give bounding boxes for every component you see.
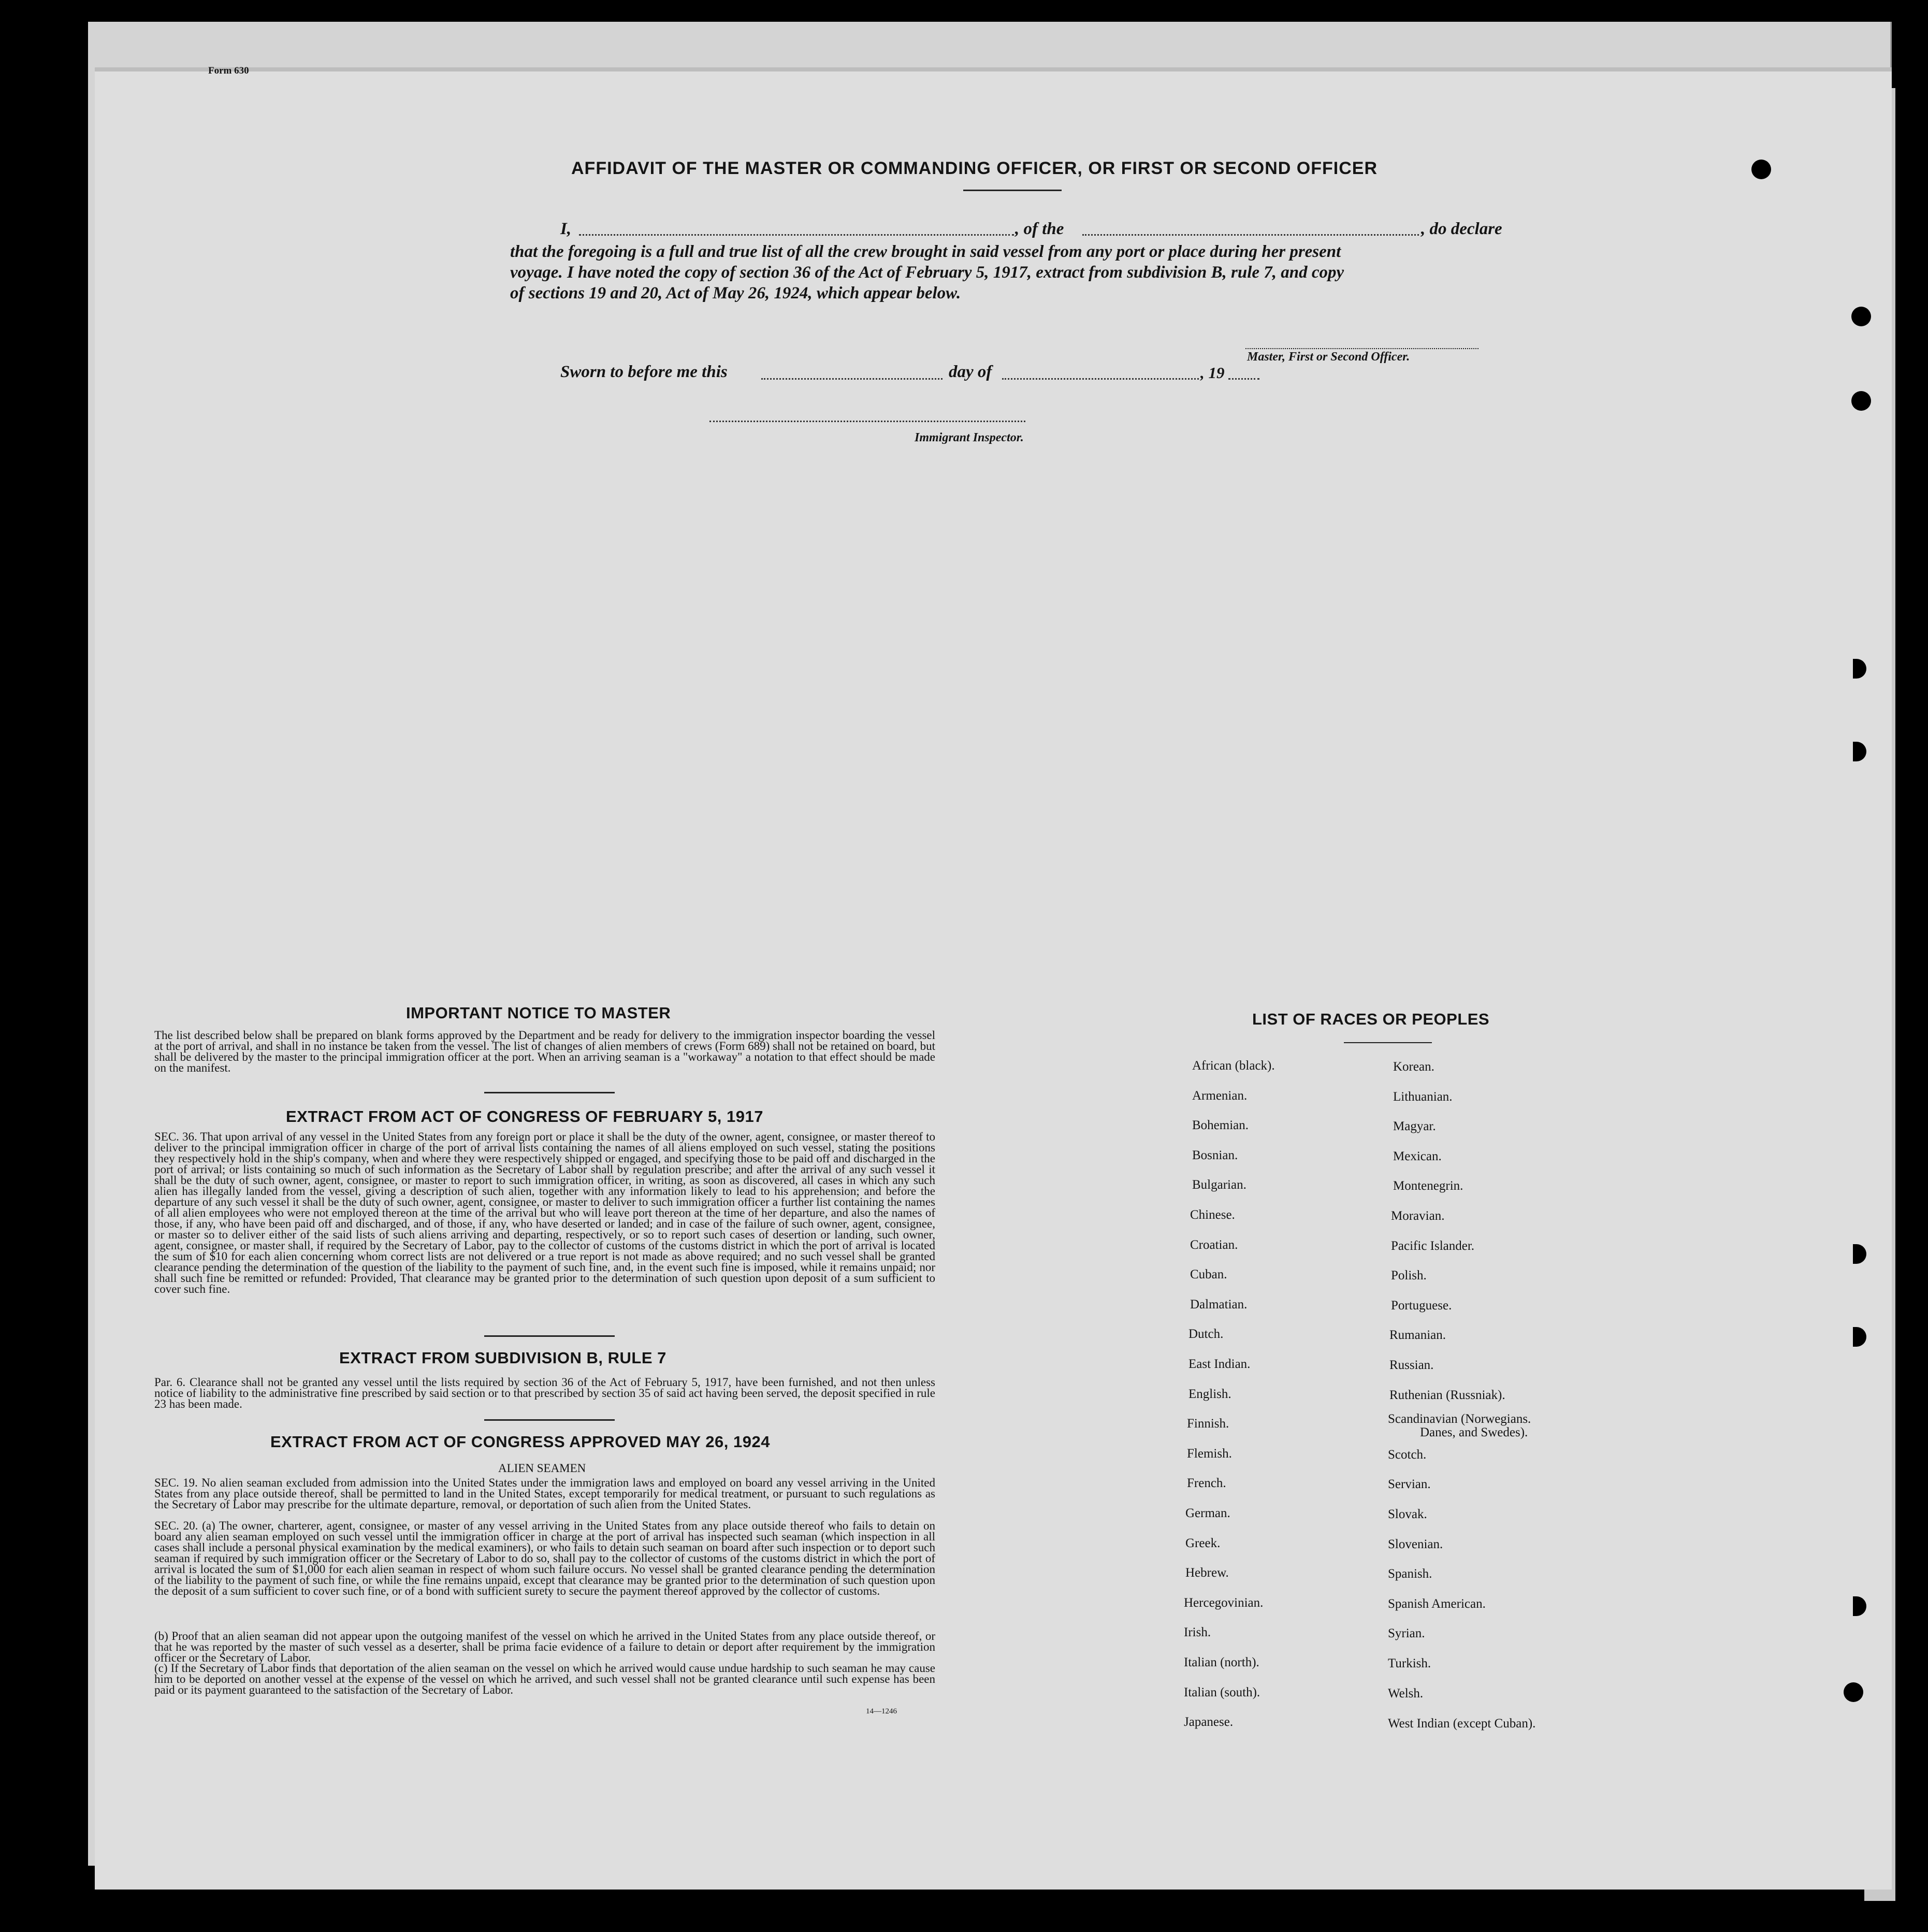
race-item: Lithuanian. xyxy=(1393,1090,1453,1104)
sworn-text: Sworn to before me this xyxy=(560,363,728,381)
race-item: Armenian. xyxy=(1192,1089,1248,1103)
binder-hole xyxy=(1851,307,1871,326)
race-item: Dalmatian. xyxy=(1190,1297,1248,1311)
binder-hole xyxy=(1851,391,1871,411)
affidavit-line-2: that the foregoing is a full and true list of all the crew brought in said vessel from any port or place during her present xyxy=(510,242,1341,261)
act-1924-title: EXTRACT FROM ACT OF CONGRESS APPROVED MAY 26, 1924 xyxy=(270,1433,770,1451)
race-item: Bosnian. xyxy=(1192,1148,1238,1162)
race-item: Japanese. xyxy=(1184,1715,1234,1729)
race-item: Mexican. xyxy=(1393,1149,1442,1163)
form-sheet xyxy=(95,71,1892,1890)
binder-hole xyxy=(1844,1682,1863,1702)
affidavit-of-the: , of the xyxy=(1015,220,1064,238)
race-item: Italian (north). xyxy=(1184,1655,1259,1669)
affidavit-do-declare: , do declare xyxy=(1421,220,1502,238)
race-item: Flemish. xyxy=(1187,1447,1232,1461)
race-item: Hercegovinian. xyxy=(1184,1596,1264,1610)
notice-title: IMPORTANT NOTICE TO MASTER xyxy=(406,1004,671,1022)
race-item: Finnish. xyxy=(1187,1417,1229,1431)
notice-rule xyxy=(484,1092,615,1093)
sworn-month-blank[interactable] xyxy=(1002,378,1199,380)
race-item: Korean. xyxy=(1393,1060,1434,1074)
name-blank[interactable] xyxy=(579,234,1014,236)
race-item: Spanish American. xyxy=(1388,1597,1486,1611)
rule7-title: EXTRACT FROM SUBDIVISION B, RULE 7 xyxy=(339,1349,666,1367)
sheet-shadow xyxy=(95,67,1892,71)
print-code: 14—1246 xyxy=(866,1707,897,1715)
race-item: Russian. xyxy=(1389,1358,1434,1372)
form-number: Form 630 xyxy=(208,65,249,76)
day-of-text: day of xyxy=(949,363,992,381)
affidavit-line-3: voyage. I have noted the copy of section 36 of the Act of February 5, 1917, extract from subdivision B, rule 7, and copy xyxy=(510,263,1344,282)
race-item: Scotch. xyxy=(1388,1448,1427,1462)
race-item-continued: Danes, and Swedes). xyxy=(1420,1425,1528,1439)
affidavit-i: I, xyxy=(560,220,572,238)
race-item: Irish. xyxy=(1184,1625,1211,1639)
race-item: French. xyxy=(1187,1476,1226,1490)
race-item: English. xyxy=(1188,1387,1231,1401)
sec-20a-text: SEC. 20. (a) The owner, charterer, agent, consignee, or master of any vessel arriving in the United States from any place outside thereof who fails to detain on board any alien seaman employed on such vessel until the immigration officer in charge at the port of arrival has inspected such seaman (which inspection in all cases shall include a personal physical examination by the medical examiners), or who fails to detain such seaman on board after such inspection or to deport such seaman if required by such immigration officer or the Secretary of Labor to do so, shall pay to the collector of customs of the customs district in which the port of arrival is located the sum of $1,000 for each alien seaman in respect of whom such failure occurs. No vessel shall be granted clearance pending the determination of the liability to the payment of such fine, or while the fine remains unpaid, except that clearance may be granted prior to the determination of such question upon the deposit of a sum sufficient to cover such fine, or of a bond with sufficient surety to secure the payment thereof approved by the collector of customs. xyxy=(154,1519,935,1597)
race-item: Cuban. xyxy=(1190,1267,1227,1281)
races-title: LIST OF RACES OR PEOPLES xyxy=(1252,1010,1490,1028)
race-item: Magyar. xyxy=(1393,1119,1436,1133)
master-signature-line[interactable] xyxy=(1245,348,1478,349)
rule7-rule xyxy=(484,1419,615,1421)
sec-20b-text: (b) Proof that an alien seaman did not appear upon the outgoing manifest of the vessel on which he arrived in the United States from any place outside thereof, or that he was reported by the master of such vessel as a deserter, shall be prima facie evidence of a failure to detain or deport after requirement by the immigration officer or the Secretary of Labor. xyxy=(154,1630,935,1664)
race-item: Italian (south). xyxy=(1184,1685,1260,1699)
act-1917-rule xyxy=(484,1335,615,1337)
race-item: Polish. xyxy=(1391,1268,1427,1282)
year-prefix: , 19 xyxy=(1200,364,1225,382)
act-1917-title: EXTRACT FROM ACT OF CONGRESS OF FEBRUARY 5, 1917 xyxy=(286,1107,763,1126)
race-item: German. xyxy=(1185,1506,1230,1520)
race-item: Greek. xyxy=(1185,1536,1221,1550)
affidavit-title: AFFIDAVIT OF THE MASTER OR COMMANDING OFFICER, OR FIRST OR SECOND OFFICER xyxy=(571,158,1378,178)
race-item: Bohemian. xyxy=(1192,1118,1249,1132)
race-item: Scandinavian (Norwegians. xyxy=(1388,1412,1531,1426)
sec-19-text: SEC. 19. No alien seaman excluded from admission into the United States under the immigration laws and employed on board any vessel arriving in the United States from any place outside thereof, shall be permitted to land in the United States, except temporarily for medical treatment, or pursuant to such regulations as the Secretary of Labor may prescribe for the ultimate departure, removal, or deportation of such alien from the United States. xyxy=(154,1476,935,1511)
race-item: Croatian. xyxy=(1190,1238,1238,1252)
race-item: East Indian. xyxy=(1188,1357,1251,1371)
race-item: Moravian. xyxy=(1391,1209,1445,1223)
race-item: Portuguese. xyxy=(1391,1299,1452,1313)
race-item: African (black). xyxy=(1192,1059,1275,1073)
inspector-signature-label: Immigrant Inspector. xyxy=(915,431,1024,444)
race-item: Chinese. xyxy=(1190,1208,1235,1222)
inspector-signature-line[interactable] xyxy=(709,421,1025,422)
race-item: Rumanian. xyxy=(1389,1328,1446,1342)
race-item: West Indian (except Cuban). xyxy=(1388,1717,1536,1731)
sworn-day-blank[interactable] xyxy=(761,378,943,380)
race-item: Montenegrin. xyxy=(1393,1179,1463,1193)
race-item: Slovak. xyxy=(1388,1507,1427,1521)
act-1917-text: SEC. 36. That upon arrival of any vessel in the United States from any foreign port or place it shall be the duty of the owner, agent, consignee, or master thereof to deliver to the principal immigration officer in charge of the port of arrival lists containing the names of all aliens employed on such vessel, stating the positions they respectively hold in the ship's company, when and where they were respectively shipped or engaged, and specifying those to be paid off and discharged in the port of arrival; or lists containing so much of such information as the Secretary of Labor shall by regulation prescribe; and after the arrival of any such vessel it shall be the duty of such owner, agent, consignee, or master to report to such immigration officer, in writing, as soon as discovered, all cases in which any such alien has illegally landed from the vessel, giving a description of such alien, together with any information likely to lead to his apprehension; and before the departure of any such vessel it shall be the duty of such owner, agent, consignee, or master to deliver to such immigration officer a further list containing the names of all alien employees who were not employed thereon at the time of the arrival but who will leave port thereon at the time of her departure, and also the names of those, if any, who have been paid off and discharged, and of those, if any, who have deserted or landed; and in case of the failure of such owner, agent, consignee, or master so to deliver either of the said lists of such aliens arriving and departing, respectively, or so to report such cases of desertion or landing, such owner, agent, consignee, or master shall, if required by the Secretary of Labor, pay to the collector of customs of the customs district in which the port of arrival is located the sum of $10 for each alien concerning whom correct lists are not delivered or a true report is not made as above required; and no such vessel shall be granted clearance pending the determination of the question of the liability to the payment of such fine, and, in the event such fine is imposed, while it remains unpaid; nor shall such fine be remitted or refunded: Provided, That clearance may be granted prior to the determination of such question upon deposit of a sum sufficient to cover such fine. xyxy=(154,1130,935,1295)
rule7-text: Par. 6. Clearance shall not be granted any vessel until the lists required by section 36 of the Act of February 5, 1917, have been furnished, and not then unless notice of liability to the administrative fine prescribed by said section or to that prescribed by section 35 of said act having been served, the deposit specified in rule 23 has been made. xyxy=(154,1376,935,1410)
race-item: Bulgarian. xyxy=(1192,1178,1246,1192)
race-item: Syrian. xyxy=(1388,1626,1425,1640)
race-item: Welsh. xyxy=(1388,1686,1424,1700)
affidavit-line-4: of sections 19 and 20, Act of May 26, 1924, which appear below. xyxy=(510,284,961,302)
race-item: Slovenian. xyxy=(1388,1537,1443,1551)
race-item: Hebrew. xyxy=(1185,1566,1229,1580)
races-rule xyxy=(1344,1042,1432,1043)
race-item: Dutch. xyxy=(1188,1327,1224,1341)
notice-text: The list described below shall be prepared on blank forms approved by the Department and be ready for delivery to the immigration inspector boarding the vessel at the port of arrival, and shall in no instance be taken from the vessel. The list of changes of alien members of crews (Form 689) shall not be retained on board, but shall be delivered by the master to the principal immigration officer at the port. When an arriving seaman is a "workaway" a notation to that effect should be made on the manifest. xyxy=(154,1029,935,1074)
race-item: Spanish. xyxy=(1388,1567,1432,1581)
race-item: Ruthenian (Russniak). xyxy=(1389,1388,1505,1402)
vessel-blank[interactable] xyxy=(1082,234,1419,236)
race-item: Servian. xyxy=(1388,1477,1431,1491)
race-item: Pacific Islander. xyxy=(1391,1239,1475,1253)
race-item: Turkish. xyxy=(1388,1656,1431,1670)
title-rule xyxy=(963,190,1062,191)
alien-seamen-subtitle: ALIEN SEAMEN xyxy=(498,1462,586,1475)
master-signature-label: Master, First or Second Officer. xyxy=(1247,350,1410,364)
year-blank[interactable] xyxy=(1228,378,1259,380)
sec-20c-text: (c) If the Secretary of Labor finds that deportation of the alien seaman on the vessel on which he arrived would cause undue hardship to such seaman he may cause him to be deported on another vessel at the expense of the vessel on which he arrived, and such vessel shall not be granted clearance until such expense has been paid or its payment guaranteed to the satisfaction of the Secretary of Labor. xyxy=(154,1662,935,1696)
